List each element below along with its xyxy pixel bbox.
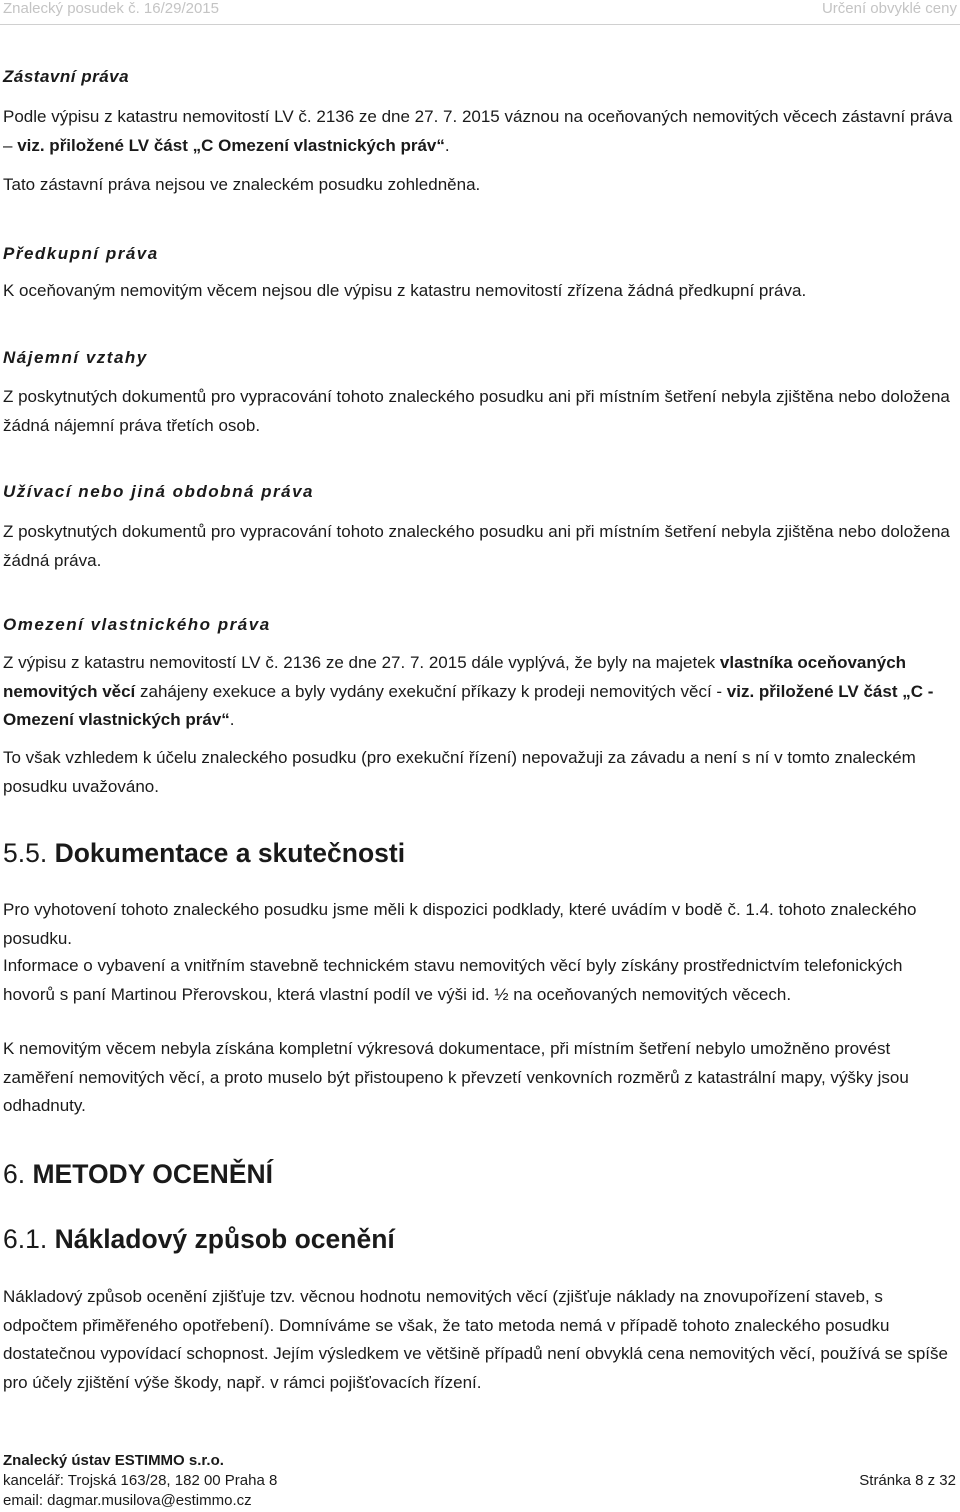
paragraph-zastavni-2: Tato zástavní práva nejsou ve znaleckém posudku zohledněna. xyxy=(3,175,481,194)
heading-omezeni-prava: Omezení vlastnického práva xyxy=(3,615,271,634)
footer-company: Znalecký ústav ESTIMMO s.r.o. xyxy=(3,1452,224,1469)
footer-address-row xyxy=(3,1472,956,1492)
heading-6 xyxy=(3,1158,956,1190)
heading-5-5-number: 5.5. xyxy=(3,838,48,868)
footer-address: kancelář: Trojská 163/28, 182 00 Praha 8 xyxy=(3,1472,278,1489)
paragraph-uzivaci: Z poskytnutých dokumentů pro vypracování tohoto znaleckého posudku ani při místním šetření nebyla zjištěna nebo doložena žádná práva. xyxy=(3,522,950,570)
heading-6-1-number: 6.1. xyxy=(3,1224,48,1254)
paragraph-predkupni: K oceňovaným nemovitým věcem nejsou dle výpisu z katastru nemovitostí zřízena žádná předkupní práva. xyxy=(3,281,807,300)
footer-page-number: Stránka 8 z 32 xyxy=(859,1472,956,1489)
heading-6-1-title: Nákladový způsob ocenění xyxy=(54,1224,395,1254)
paragraph-dokumentace-3: K nemovitým věcem nebyla získána kompletní výkresová dokumentace, při místním šetření nebylo umožněno provést zaměření nemovitých věcí, a proto muselo být přistoupeno k převzetí venkovních rozměrů z katastrální mapy, výšky jsou odhadnuty. xyxy=(3,1039,909,1115)
paragraph-dokumentace-1: Pro vyhotovení tohoto znaleckého posudku jsme měli k dispozici podklady, které uvádím v bodě č. 1.4. tohoto znaleckého posudku. xyxy=(3,900,917,948)
heading-6-1 xyxy=(3,1223,956,1255)
heading-zastavni-prava: Zástavní práva xyxy=(3,67,130,86)
paragraph-najemni: Z poskytnutých dokumentů pro vypracování tohoto znaleckého posudku ani při místním šetření nebyla zjištěna nebo doložena žádná nájemní práva třetích osob. xyxy=(3,387,950,435)
page-footer xyxy=(3,1452,956,1512)
page-header xyxy=(0,0,960,25)
paragraph-omezeni-1: Z výpisu z katastru nemovitostí LV č. 2136 ze dne 27. 7. 2015 dále vyplývá, že byly na majetek vlastníka oceňovaných nemovitých věcí zahájeny exekuce a byly vydány exekuční příkazy k prodeji nemovitých věcí - viz. přiložené LV část „C - Omezení vlastnických práv“. xyxy=(3,653,934,729)
footer-email: email: dagmar.musilova@estimmo.cz xyxy=(3,1492,252,1509)
heading-5-5 xyxy=(3,837,956,869)
heading-predkupni-prava: Předkupní práva xyxy=(3,244,159,263)
paragraph-zastavni-1: Podle výpisu z katastru nemovitostí LV č. 2136 ze dne 27. 7. 2015 váznou na oceňovaných nemovitých věcech zástavní práva – viz. přiložené LV část „C Omezení vlastnických práv“. xyxy=(3,107,953,155)
header-document-title: Znalecký posudek č. 16/29/2015 xyxy=(3,0,219,17)
paragraph-omezeni-2: To však vzhledem k účelu znaleckého posudku (pro exekuční řízení) nepovažuji za závadu a není s ní v tomto znaleckém posudku uvažováno. xyxy=(3,748,916,796)
paragraph-dokumentace-2: Informace o vybavení a vnitřním stavebně technickém stavu nemovitých věcí byly získány prostřednictvím telefonických hovorů s paní Martinou Přerovskou, která vlastní podíl ve výši id. ½ na oceňovaných nemovitých věcech. xyxy=(3,956,903,1004)
heading-uzivaci-prava: Užívací nebo jiná obdobná práva xyxy=(3,482,314,501)
header-section-title: Určení obvyklé ceny xyxy=(821,0,957,17)
heading-najemni-vztahy: Nájemní vztahy xyxy=(3,348,148,367)
heading-6-number: 6. xyxy=(3,1159,26,1189)
paragraph-nakladovy: Nákladový způsob ocenění zjišťuje tzv. věcnou hodnotu nemovitých věcí (zjišťuje náklady na znovupořízení staveb, s odpočtem přiměřeného opotřebení). Domníváme se však, že tato metoda nemá v případě tohoto znaleckého posudku dostatečnou vypovídací schopnost. Jejím výsledkem ve většině případů není obvyklá cena nemovitých věcí, používá se spíše pro účely zjištění výše škody, např. v rámci pojišťovacích řízení. xyxy=(3,1287,948,1392)
heading-5-5-title: Dokumentace a skutečnosti xyxy=(54,838,406,868)
heading-6-title: METODY OCENĚNÍ xyxy=(32,1159,273,1189)
